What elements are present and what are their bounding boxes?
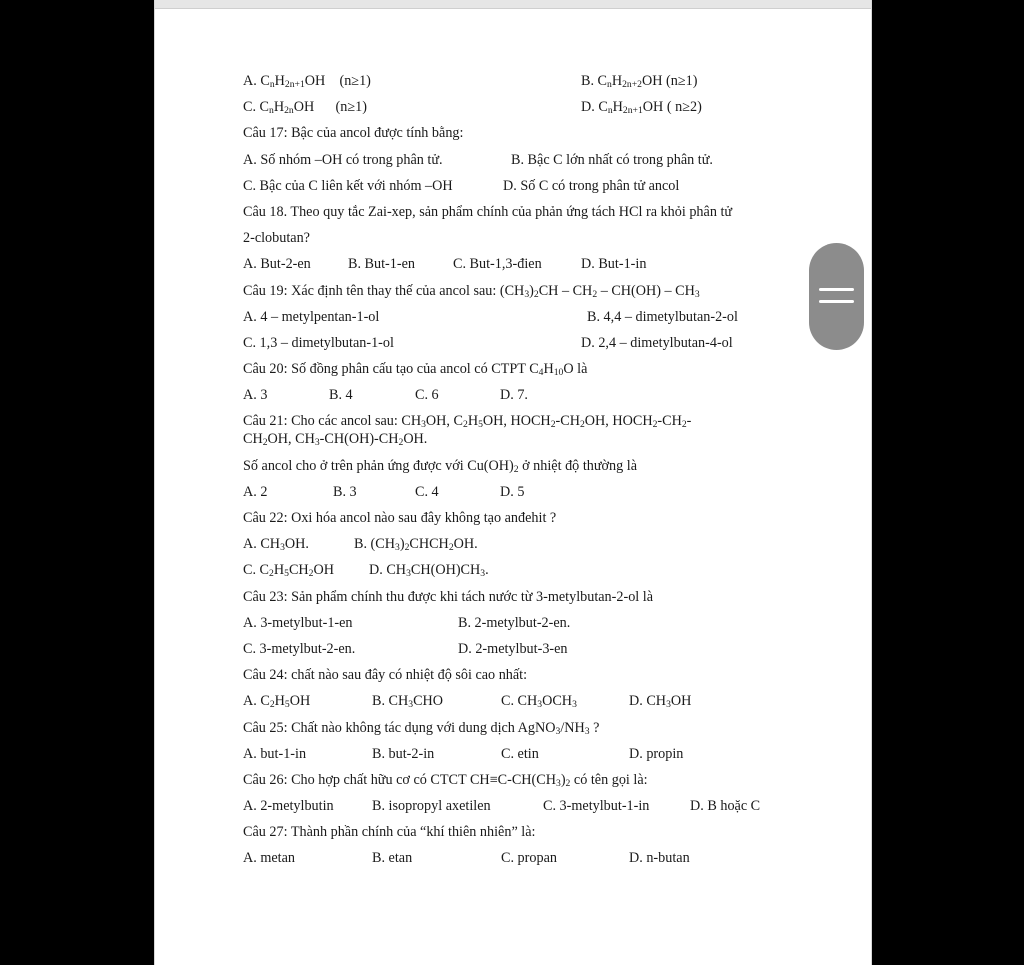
answer-option: B. isopropyl axetilen bbox=[372, 798, 491, 815]
answer-option: D. $C_nH_{2n+1}OH$ ( n≥2) bbox=[581, 99, 702, 117]
answer-option: B. 3 bbox=[333, 483, 357, 500]
answer-option: B. But-1-en bbox=[348, 256, 415, 273]
answer-option: C. propan bbox=[501, 850, 557, 867]
question-text: $CH_2OH$, $CH_3-CH(OH)-CH_2OH$. bbox=[243, 431, 428, 449]
answer-option: C. 1,3 – dimetylbutan-1-ol bbox=[243, 334, 394, 351]
answer-option: A. but-1-in bbox=[243, 745, 307, 762]
answer-row bbox=[243, 98, 803, 124]
answer-option: A. $CH_3OH$. bbox=[243, 536, 309, 554]
answer-row bbox=[243, 386, 803, 412]
answer-option: A. 2 bbox=[243, 483, 268, 500]
question-text: Số ancol cho ở trên phản ứng được với $Cu(OH)_2$ ở nhiệt độ thường là bbox=[243, 457, 638, 475]
answer-option: A. 3 bbox=[243, 387, 268, 404]
answer-option: B. but-2-in bbox=[372, 745, 435, 762]
answer-option: D. 2-metylbut-3-en bbox=[458, 640, 568, 657]
answer-option: A. $C_2H_5OH$ bbox=[243, 693, 311, 711]
answer-option: D. But-1-in bbox=[581, 256, 647, 273]
answer-option: B. 4,4 – dimetylbutan-2-ol bbox=[587, 308, 738, 325]
answer-option: C. $C_nH_{2n}OH$ (n≥1) bbox=[243, 99, 367, 117]
answer-row bbox=[243, 849, 803, 875]
answer-option: C. $CH_3OCH_3$ bbox=[501, 693, 577, 711]
answer-row bbox=[243, 745, 803, 771]
answer-row bbox=[243, 151, 803, 177]
document-page bbox=[154, 0, 872, 965]
answer-option: D. $CH_3OH$ bbox=[629, 693, 692, 711]
answer-row bbox=[243, 535, 803, 561]
answer-option: D. Số C có trong phân tử ancol bbox=[503, 177, 680, 194]
question-text: Câu 20: Số đồng phân cấu tạo của ancol có CTPT $C_4H_{10}O$ là bbox=[243, 361, 588, 379]
question-text: Câu 22: Oxi hóa ancol nào sau đây không tạo anđehit ? bbox=[243, 510, 557, 526]
answer-option: A. metan bbox=[243, 850, 296, 867]
question-text: Câu 18. Theo quy tắc Zai-xep, sản phẩm chính của phản ứng tách HCl ra khỏi phân tử bbox=[243, 203, 733, 220]
scroll-handle[interactable] bbox=[809, 243, 864, 350]
answer-option: B. $CH_3CHO$ bbox=[372, 693, 444, 711]
answer-option: D. propin bbox=[629, 745, 684, 762]
answer-option: C. Bậc của C liên kết với nhóm –OH bbox=[243, 177, 453, 194]
question-text: Câu 27: Thành phần chính của “khí thiên nhiên” là: bbox=[243, 824, 536, 841]
answer-option: D. 2,4 – dimetylbutan-4-ol bbox=[581, 334, 733, 351]
answer-row bbox=[243, 614, 803, 640]
answer-option: C. 3-metylbut-2-en. bbox=[243, 640, 356, 657]
answer-option: D. 7. bbox=[500, 387, 528, 404]
answer-option: A. 2-metylbutin bbox=[243, 798, 334, 815]
answer-row bbox=[243, 483, 803, 509]
answer-row bbox=[243, 72, 803, 98]
answer-option: B. Bậc C lớn nhất có trong phân tử. bbox=[511, 151, 713, 168]
answer-option: D. B hoặc C bbox=[690, 798, 761, 815]
question-text: Câu 26: Cho hợp chất hữu cơ có CTCT $CH\equiv C-CH(CH_3)_2$ có tên gọi là: bbox=[243, 771, 648, 789]
answer-option: B. $(CH_3)_2CHCH_2OH$. bbox=[354, 536, 478, 554]
answer-row bbox=[243, 308, 803, 334]
answer-row bbox=[243, 561, 803, 587]
answer-option: D. n-butan bbox=[629, 850, 690, 867]
answer-row bbox=[243, 255, 803, 281]
answer-option: C. etin bbox=[501, 745, 539, 762]
answer-option: C. 4 bbox=[415, 483, 439, 500]
question-text: Câu 17: Bậc của ancol được tính bằng: bbox=[243, 125, 464, 142]
question-text: Câu 23: Sản phẩm chính thu được khi tách nước từ 3-metylbutan-2-ol là bbox=[243, 588, 654, 605]
answer-option: C. $C_2H_5CH_2OH$ bbox=[243, 562, 334, 580]
handle-grip-icon bbox=[819, 288, 854, 291]
question-text: Câu 25: Chất nào không tác dụng với dung dịch $AgNO_3/NH_3$ ? bbox=[243, 719, 600, 737]
answer-option: A. 3-metylbut-1-en bbox=[243, 614, 353, 631]
handle-grip-icon bbox=[819, 300, 854, 303]
answer-option: B. $C_nH_{2n+2}OH$ (n≥1) bbox=[581, 73, 698, 91]
question-text: Câu 21: Cho các ancol sau: $CH_3OH$, $C_2H_5OH$, $HOCH_2-CH_2OH$, $HOCH_2-CH_2-$ bbox=[243, 413, 692, 431]
answer-row bbox=[243, 797, 803, 823]
question-text: Câu 19: Xác định tên thay thế của ancol sau: $(CH_3)_2CH - CH_2 - CH(OH) - CH_3$ bbox=[243, 282, 700, 300]
answer-option: C. 3-metylbut-1-in bbox=[543, 798, 650, 815]
answer-option: D. 5 bbox=[500, 483, 525, 500]
answer-option: A. Số nhóm –OH có trong phân tử. bbox=[243, 151, 443, 168]
question-text: Câu 24: chất nào sau đây có nhiệt độ sôi cao nhất: bbox=[243, 667, 528, 684]
viewer-top-edge bbox=[155, 0, 871, 9]
answer-option: D. $CH_3CH(OH)CH_3$. bbox=[369, 562, 489, 580]
question-text: 2-clobutan? bbox=[243, 230, 310, 247]
answer-row bbox=[243, 640, 803, 666]
answer-option: A. $C_nH_{2n+1}OH$ (n≥1) bbox=[243, 73, 371, 91]
answer-option: B. etan bbox=[372, 850, 413, 867]
answer-row bbox=[243, 692, 803, 718]
answer-option: B. 4 bbox=[329, 387, 353, 404]
document-content bbox=[243, 72, 803, 876]
answer-option: C. But-1,3-đien bbox=[453, 256, 542, 273]
answer-row bbox=[243, 177, 803, 203]
answer-option: B. 2-metylbut-2-en. bbox=[458, 614, 571, 631]
answer-option: C. 6 bbox=[415, 387, 439, 404]
answer-option: A. But-2-en bbox=[243, 256, 311, 273]
answer-row bbox=[243, 334, 803, 360]
answer-option: A. 4 – metylpentan-1-ol bbox=[243, 308, 380, 325]
